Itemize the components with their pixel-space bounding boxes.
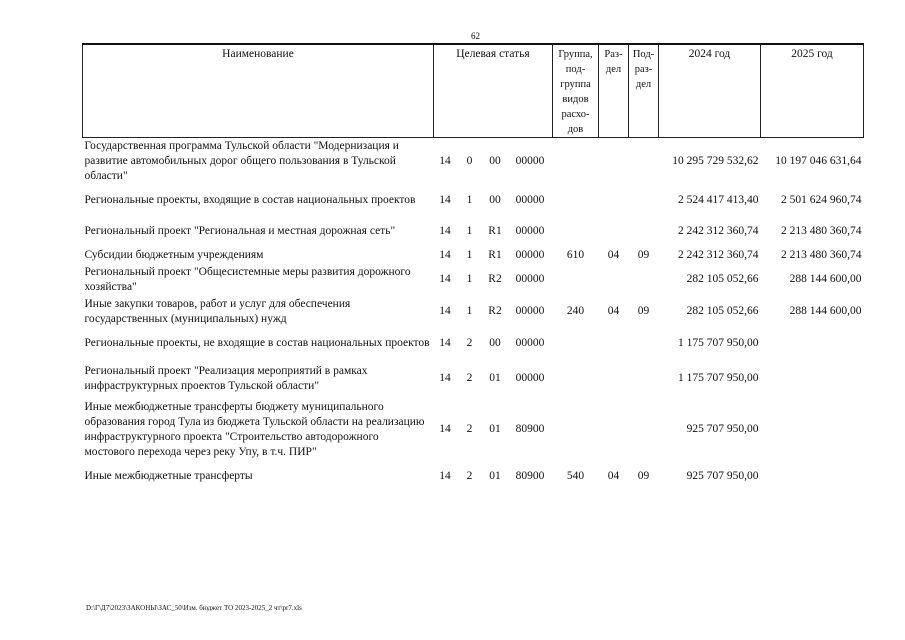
header-group: Группа, под- группа видов расхо- дов bbox=[553, 44, 599, 138]
cell-grp bbox=[553, 185, 599, 217]
cell-t4: 80900 bbox=[515, 423, 545, 435]
cell-v2024: 1 175 707 950,00 bbox=[678, 372, 759, 384]
cell-grp bbox=[553, 360, 599, 398]
cell-sec: 04 bbox=[607, 470, 620, 482]
table-row bbox=[83, 296, 864, 328]
cell-t4: 00000 bbox=[515, 337, 545, 349]
cell-v2025 bbox=[761, 398, 864, 462]
cell-grp: 610 bbox=[566, 248, 585, 261]
cell-t1: 14 bbox=[439, 248, 451, 261]
cell-v2025: 10 197 046 631,64 bbox=[775, 154, 862, 167]
table-header-row bbox=[83, 44, 864, 138]
header-section: Раз- дел bbox=[599, 44, 629, 138]
page-number: 62 bbox=[471, 31, 480, 41]
cell-t3: 00 bbox=[489, 337, 501, 349]
table-row bbox=[83, 360, 864, 398]
cell-t1: 14 bbox=[439, 423, 451, 435]
header-year-2025: 2025 год bbox=[761, 44, 864, 138]
cell-v2024: 925 707 950,00 bbox=[686, 423, 759, 435]
file-path-footer: D:\Г\Д7\2023\ЗАКОНЫ\ЗАС_50\Изм. бюджет ТО 2023-2025_2 чт\pr7.xls bbox=[86, 604, 302, 612]
cell-v2025: 288 144 600,00 bbox=[789, 305, 862, 317]
cell-t3: 01 bbox=[489, 423, 501, 435]
cell-t4: 80900 bbox=[515, 470, 545, 482]
cell-v2024: 282 105 052,66 bbox=[686, 273, 759, 285]
cell-t1: 14 bbox=[439, 337, 451, 349]
cell-t4: 00000 bbox=[515, 154, 545, 167]
cell-sec bbox=[599, 138, 629, 185]
cell-t3: 00 bbox=[489, 194, 501, 206]
cell-t2: 1 bbox=[466, 194, 473, 206]
cell-v2024: 1 175 707 950,00 bbox=[678, 337, 759, 349]
cell-sub bbox=[629, 264, 659, 296]
cell-name: Иные межбюджетные трансферты bbox=[84, 470, 253, 482]
cell-name: Субсидии бюджетным учреждениям bbox=[84, 248, 264, 261]
cell-t2: 2 bbox=[466, 423, 473, 435]
cell-t1: 14 bbox=[439, 273, 451, 285]
header-year-2024: 2024 год bbox=[659, 44, 761, 138]
cell-name: Государственная программа Тульской области "Модернизация и развитие автомобильных дорог общего пользования в Тульской области" bbox=[84, 139, 399, 182]
cell-t4: 00000 bbox=[515, 194, 545, 206]
cell-t3: 00 bbox=[489, 154, 501, 167]
header-name: Наименование bbox=[83, 44, 434, 138]
table-row bbox=[83, 217, 864, 247]
cell-t3: 01 bbox=[489, 470, 501, 482]
cell-grp: 240 bbox=[566, 305, 585, 317]
cell-sec bbox=[599, 360, 629, 398]
table-row bbox=[83, 185, 864, 217]
table-row bbox=[83, 138, 864, 185]
cell-name: Иные закупки товаров, работ и услуг для обеспечения государственных (муниципальных) нужд bbox=[84, 297, 351, 325]
cell-name: Региональный проект "Региональная и местная дорожная сеть" bbox=[84, 225, 396, 237]
cell-grp bbox=[553, 264, 599, 296]
cell-t4: 00000 bbox=[515, 225, 545, 237]
cell-name: Иные межбюджетные трансферты бюджету муниципального образования город Тула из бюджета Тульской области на реализацию инфраструктурного проекта "Строительство автодорожного мостового перехода через реку Упу, в т.ч. ПИР" bbox=[84, 400, 425, 458]
cell-grp bbox=[553, 217, 599, 247]
cell-grp bbox=[553, 138, 599, 185]
cell-sec bbox=[599, 217, 629, 247]
cell-t2: 1 bbox=[466, 225, 473, 237]
cell-sub bbox=[629, 217, 659, 247]
cell-v2025 bbox=[761, 328, 864, 360]
cell-sec bbox=[599, 328, 629, 360]
cell-v2024: 10 295 729 532,62 bbox=[672, 154, 759, 167]
cell-sec: 04 bbox=[607, 248, 620, 261]
cell-grp bbox=[553, 398, 599, 462]
cell-t2: 2 bbox=[466, 470, 473, 482]
cell-sec: 04 bbox=[607, 305, 620, 317]
cell-sub bbox=[629, 360, 659, 398]
cell-sub: 09 bbox=[637, 470, 650, 482]
cell-t3: R1 bbox=[488, 248, 502, 261]
cell-t3: R2 bbox=[488, 305, 502, 317]
cell-t2: 1 bbox=[466, 305, 473, 317]
cell-t1: 14 bbox=[439, 470, 451, 482]
cell-v2025: 2 213 480 360,74 bbox=[781, 248, 862, 261]
cell-v2024: 282 105 052,66 bbox=[686, 305, 759, 317]
cell-v2025: 2 213 480 360,74 bbox=[781, 225, 862, 237]
cell-t1: 14 bbox=[439, 225, 451, 237]
header-subsection: Под- раз- дел bbox=[629, 44, 659, 138]
cell-sub: 09 bbox=[637, 248, 650, 261]
cell-t4: 00000 bbox=[515, 372, 545, 384]
cell-t3: R2 bbox=[488, 273, 502, 285]
cell-name: Региональные проекты, не входящие в состав национальных проектов bbox=[84, 337, 430, 349]
cell-sub: 09 bbox=[637, 305, 650, 317]
cell-grp: 540 bbox=[566, 470, 585, 482]
cell-sub bbox=[629, 138, 659, 185]
cell-name: Региональные проекты, входящие в состав национальных проектов bbox=[84, 194, 416, 206]
table-row bbox=[83, 247, 864, 264]
cell-v2025 bbox=[761, 462, 864, 492]
cell-t2: 2 bbox=[466, 372, 473, 384]
cell-name: Региональный проект "Реализация мероприятий в рамках инфраструктурных проектов Тульской области" bbox=[84, 364, 368, 392]
budget-table bbox=[82, 43, 864, 492]
cell-t1: 14 bbox=[439, 305, 451, 317]
table-row bbox=[83, 462, 864, 492]
cell-t2: 1 bbox=[466, 248, 473, 261]
cell-t4: 00000 bbox=[515, 248, 545, 261]
cell-v2025 bbox=[761, 360, 864, 398]
cell-t3: 01 bbox=[489, 372, 501, 384]
cell-sec bbox=[599, 185, 629, 217]
cell-t2: 2 bbox=[466, 337, 473, 349]
cell-v2024: 2 242 312 360,74 bbox=[678, 248, 759, 261]
cell-grp bbox=[553, 328, 599, 360]
cell-v2024: 2 524 417 413,40 bbox=[678, 194, 759, 206]
cell-name: Региональный проект "Общесистемные меры развития дорожного хозяйства" bbox=[84, 265, 411, 293]
cell-sub bbox=[629, 328, 659, 360]
cell-t1: 14 bbox=[439, 194, 451, 206]
cell-sub bbox=[629, 398, 659, 462]
cell-t1: 14 bbox=[439, 372, 451, 384]
cell-t2: 1 bbox=[466, 273, 473, 285]
cell-sec bbox=[599, 264, 629, 296]
table-row bbox=[83, 328, 864, 360]
cell-t4: 00000 bbox=[515, 305, 545, 317]
cell-sec bbox=[599, 398, 629, 462]
cell-sub bbox=[629, 185, 659, 217]
cell-t4: 00000 bbox=[515, 273, 545, 285]
cell-t2: 0 bbox=[466, 154, 473, 167]
header-target: Целевая статья bbox=[434, 44, 553, 138]
cell-v2024: 925 707 950,00 bbox=[686, 470, 759, 482]
cell-v2025: 288 144 600,00 bbox=[789, 273, 862, 285]
cell-v2024: 2 242 312 360,74 bbox=[678, 225, 759, 237]
cell-v2025: 2 501 624 960,74 bbox=[781, 194, 862, 206]
cell-t1: 14 bbox=[439, 154, 451, 167]
table-row bbox=[83, 264, 864, 296]
cell-t3: R1 bbox=[488, 225, 502, 237]
table-row bbox=[83, 398, 864, 462]
